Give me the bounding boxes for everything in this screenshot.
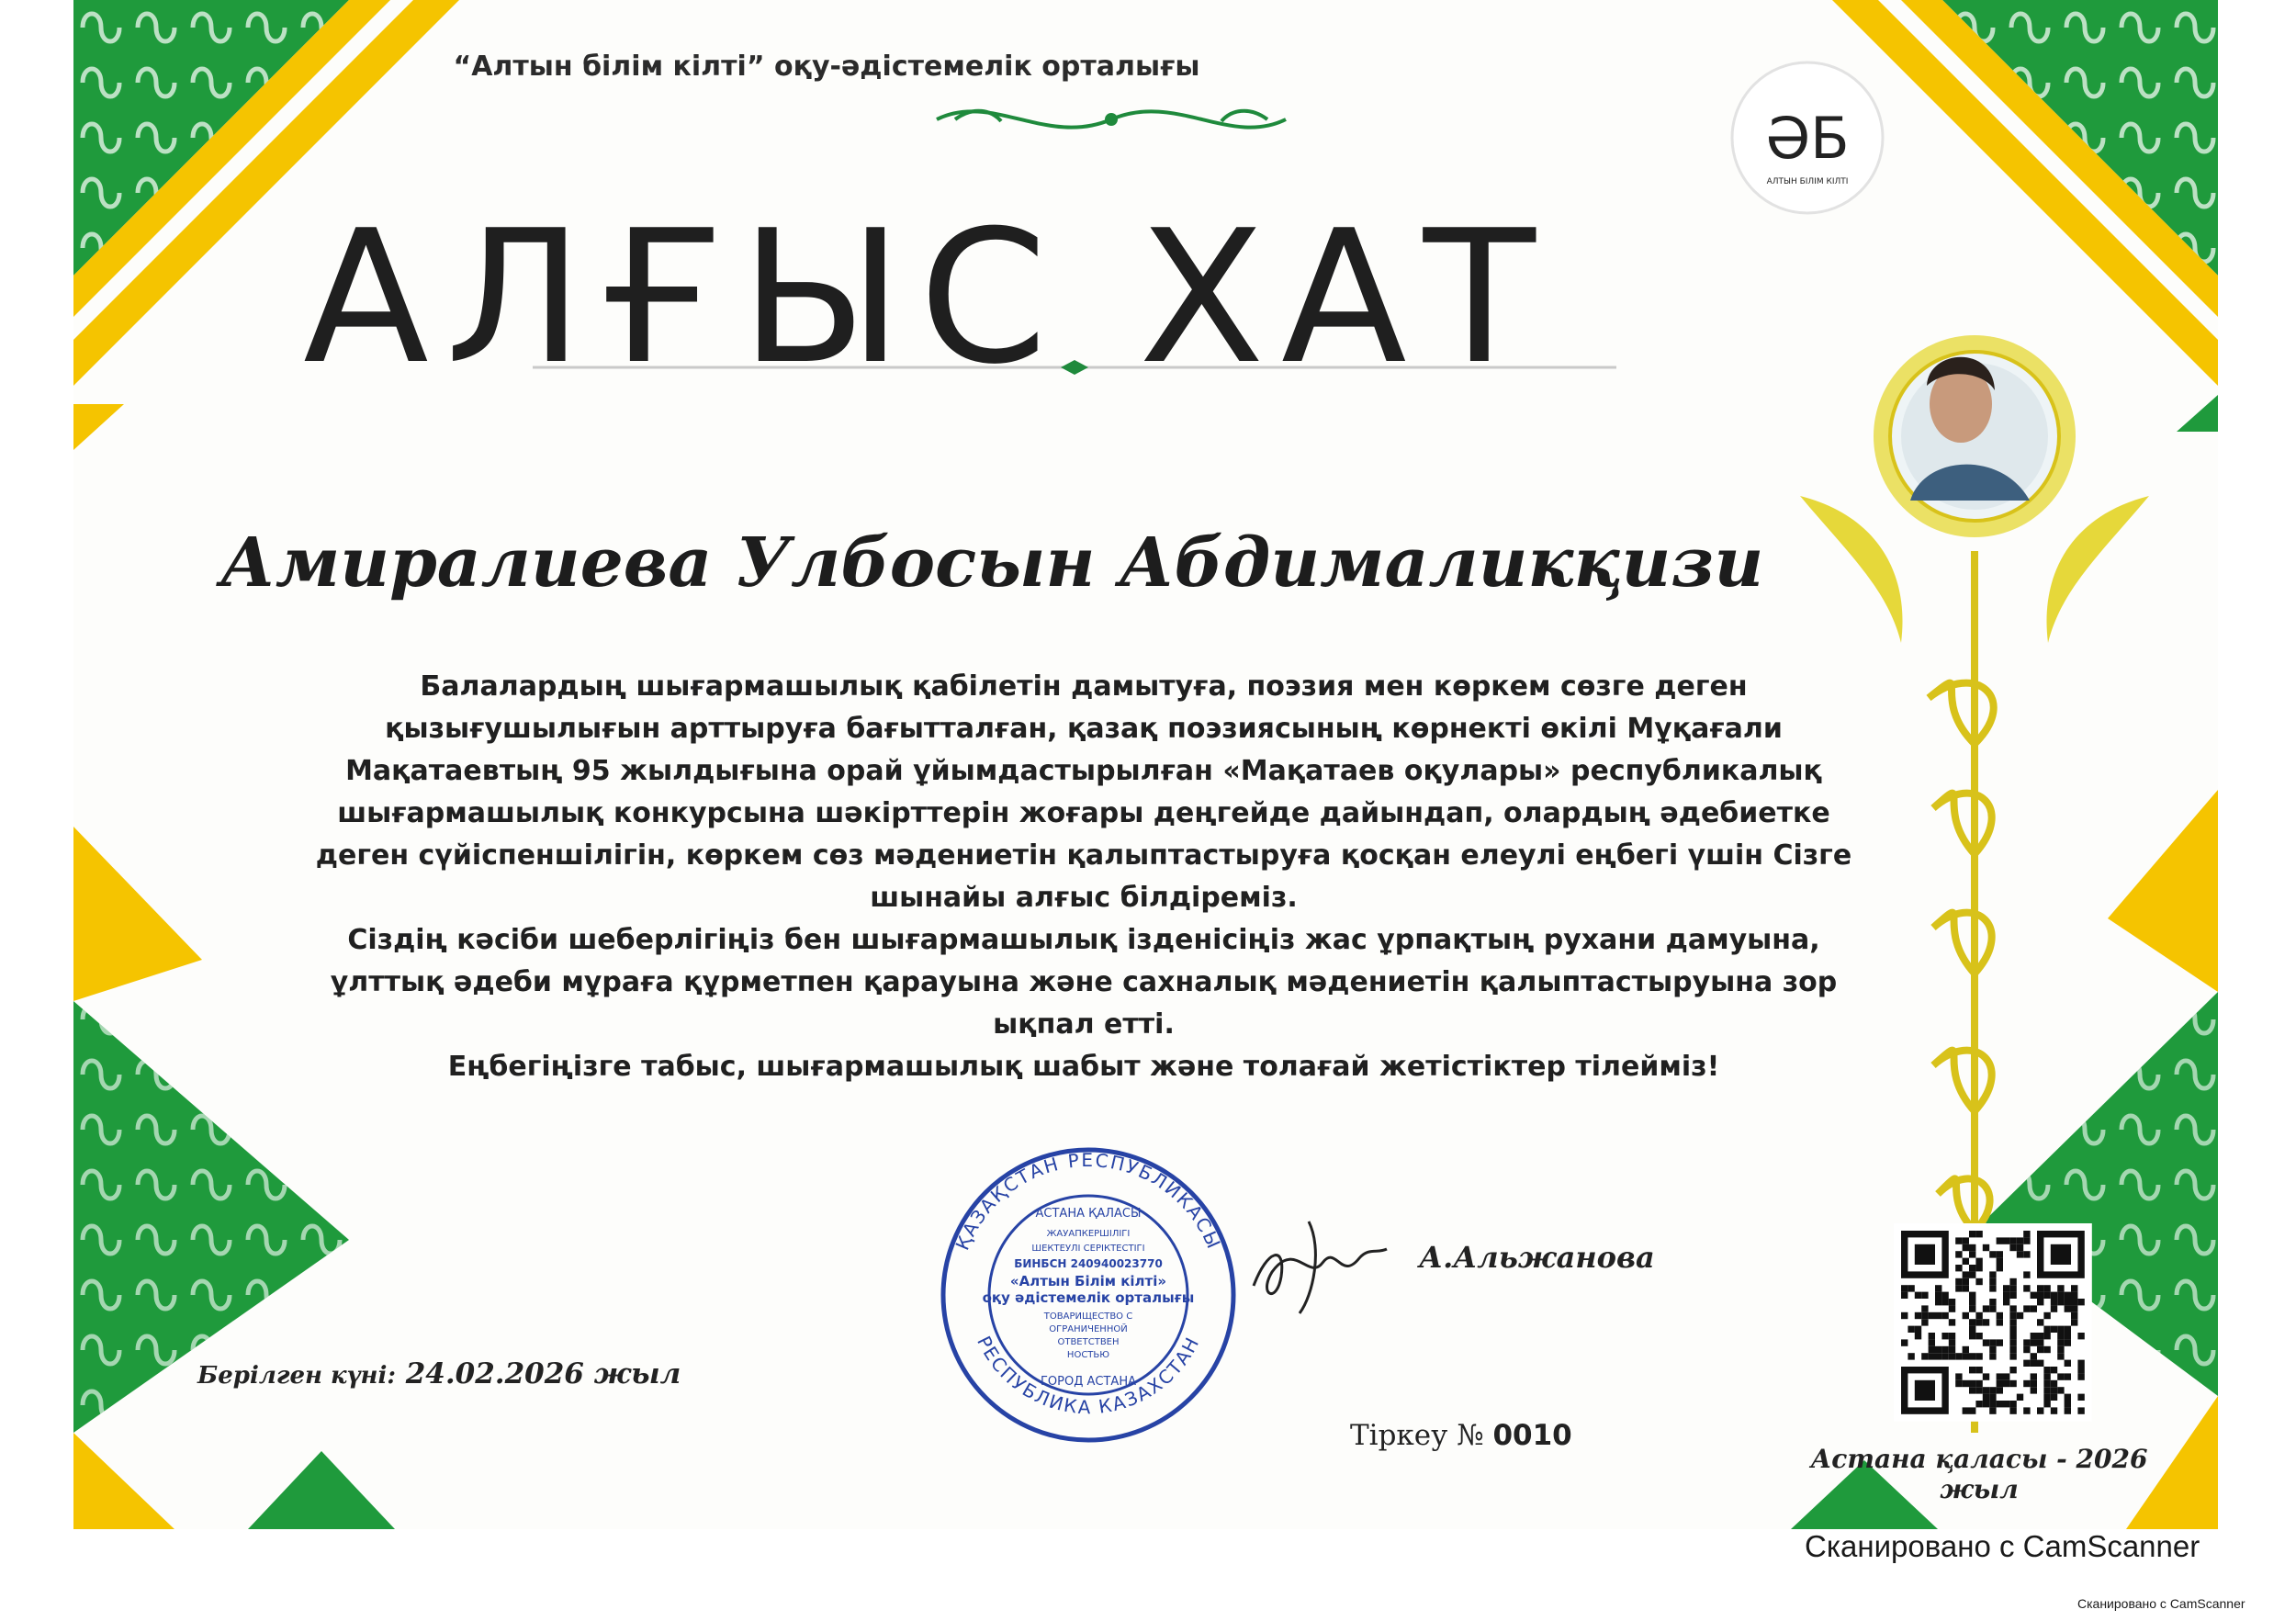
handwritten-signature (1254, 1221, 1387, 1313)
scanner-footer: Сканировано с CamScanner (1805, 1529, 2200, 1563)
stamp-top-text: ҚАЗАҚСТАН РЕСПУБЛИКАСЫ (951, 1148, 1226, 1254)
stamp-bottom-text: РЕСПУБЛИКА КАЗАХСТАН (973, 1332, 1204, 1419)
issued-date-label: Берілген күні: (197, 1362, 396, 1390)
body-paragraph: Балалардың шығармашылық қабілетін дамытуға, поэзия мен көркем сөзге деген қызығушылығын арттыруға бағытталған, қазақ поэзиясының көрнекті өкілі Мұқағали Мақатаевтың 95 жылдығына орай ұйымдастырылған «Мақатаев оқулары» республикалық шығармашылық конкурсына шәкірттерін жоғары деңгейде дайындап, олардың әдебиетке деген сүйіспеншілігін, көркем сөз мәдениетін қалыптастыруға қосқан елеулі еңбегі үшін Сізге шынайы алғыс білдіреміз. (315, 670, 1852, 914)
organization-name: “Алтын білім кілті” оқу-әдістемелік орталығы (453, 51, 1200, 83)
scanner-footer-small: Сканировано с CamScanner (2077, 1596, 2245, 1611)
registration-line (1350, 1419, 1572, 1452)
stamp-inner-line: БИНБСН 240940023770 (1014, 1257, 1163, 1270)
stamp-inner-line: ШЕКТЕУЛІ СЕРІКТЕСТІГІ (1031, 1244, 1145, 1254)
registration-label: Тіркеу № (1350, 1419, 1484, 1452)
signer-name: А.Альжанова (1419, 1240, 1655, 1275)
certificate-body (303, 666, 1864, 1088)
qr-code (1894, 1223, 2092, 1422)
stamp-top-text-2: АСТАНА ҚАЛАСЫ (1035, 1207, 1142, 1221)
logo-caption: АЛТЫН БІЛІМ КІЛТІ (1766, 177, 1849, 186)
registration-number: 0010 (1492, 1419, 1572, 1452)
certificate-sheet (73, 0, 2218, 1529)
stamp-inner-line: «Алтын Білім кілті» (1009, 1273, 1167, 1289)
body-paragraph: Сіздің кәсіби шеберлігіңіз бен шығармашылық ізденісіңіз жас ұрпақтың рухани дамуына, ұлттық әдеби мұраға құрметпен қарауына және сахналық мәдениетін қалыптастыруына зор ықпал етті. (330, 924, 1838, 1041)
recipient-name: Амиралиева Улбосын Абдималикқизи (219, 523, 1764, 602)
issued-date-line (197, 1357, 681, 1390)
stamp-inner-line: ТОВАРИЩЕСТВО С (1043, 1311, 1133, 1322)
stamp-inner-line: ЖАУАПКЕРШІЛІГІ (1046, 1229, 1131, 1239)
stamp-inner-line: НОСТЬЮ (1066, 1350, 1110, 1360)
city-year: Астана қаласы - 2026 жыл (1810, 1444, 2148, 1504)
stamp-inner-line: ОГРАНИЧЕННОЙ (1049, 1324, 1128, 1334)
issued-date-value: 24.02.2026 жыл (405, 1357, 681, 1390)
stamp-bottom-text-2: ГОРОД АСТАНА (1041, 1375, 1136, 1389)
stamp-inner-line: ОТВЕТСТВЕН (1057, 1337, 1120, 1347)
organization-logo (1732, 62, 1883, 213)
certificate-title: АЛҒЫС ХАТ (303, 191, 1552, 405)
official-stamp (943, 1149, 1233, 1440)
stamp-inner-line: оқу әдістемелік орталығы (982, 1289, 1195, 1306)
header-vine-divider (937, 111, 1286, 128)
logo-monogram: ӘБ (1765, 105, 1850, 172)
body-paragraph: Еңбегіңізге табыс, шығармашылық шабыт және толағай жетістіктер тілейміз! (447, 1051, 1720, 1083)
